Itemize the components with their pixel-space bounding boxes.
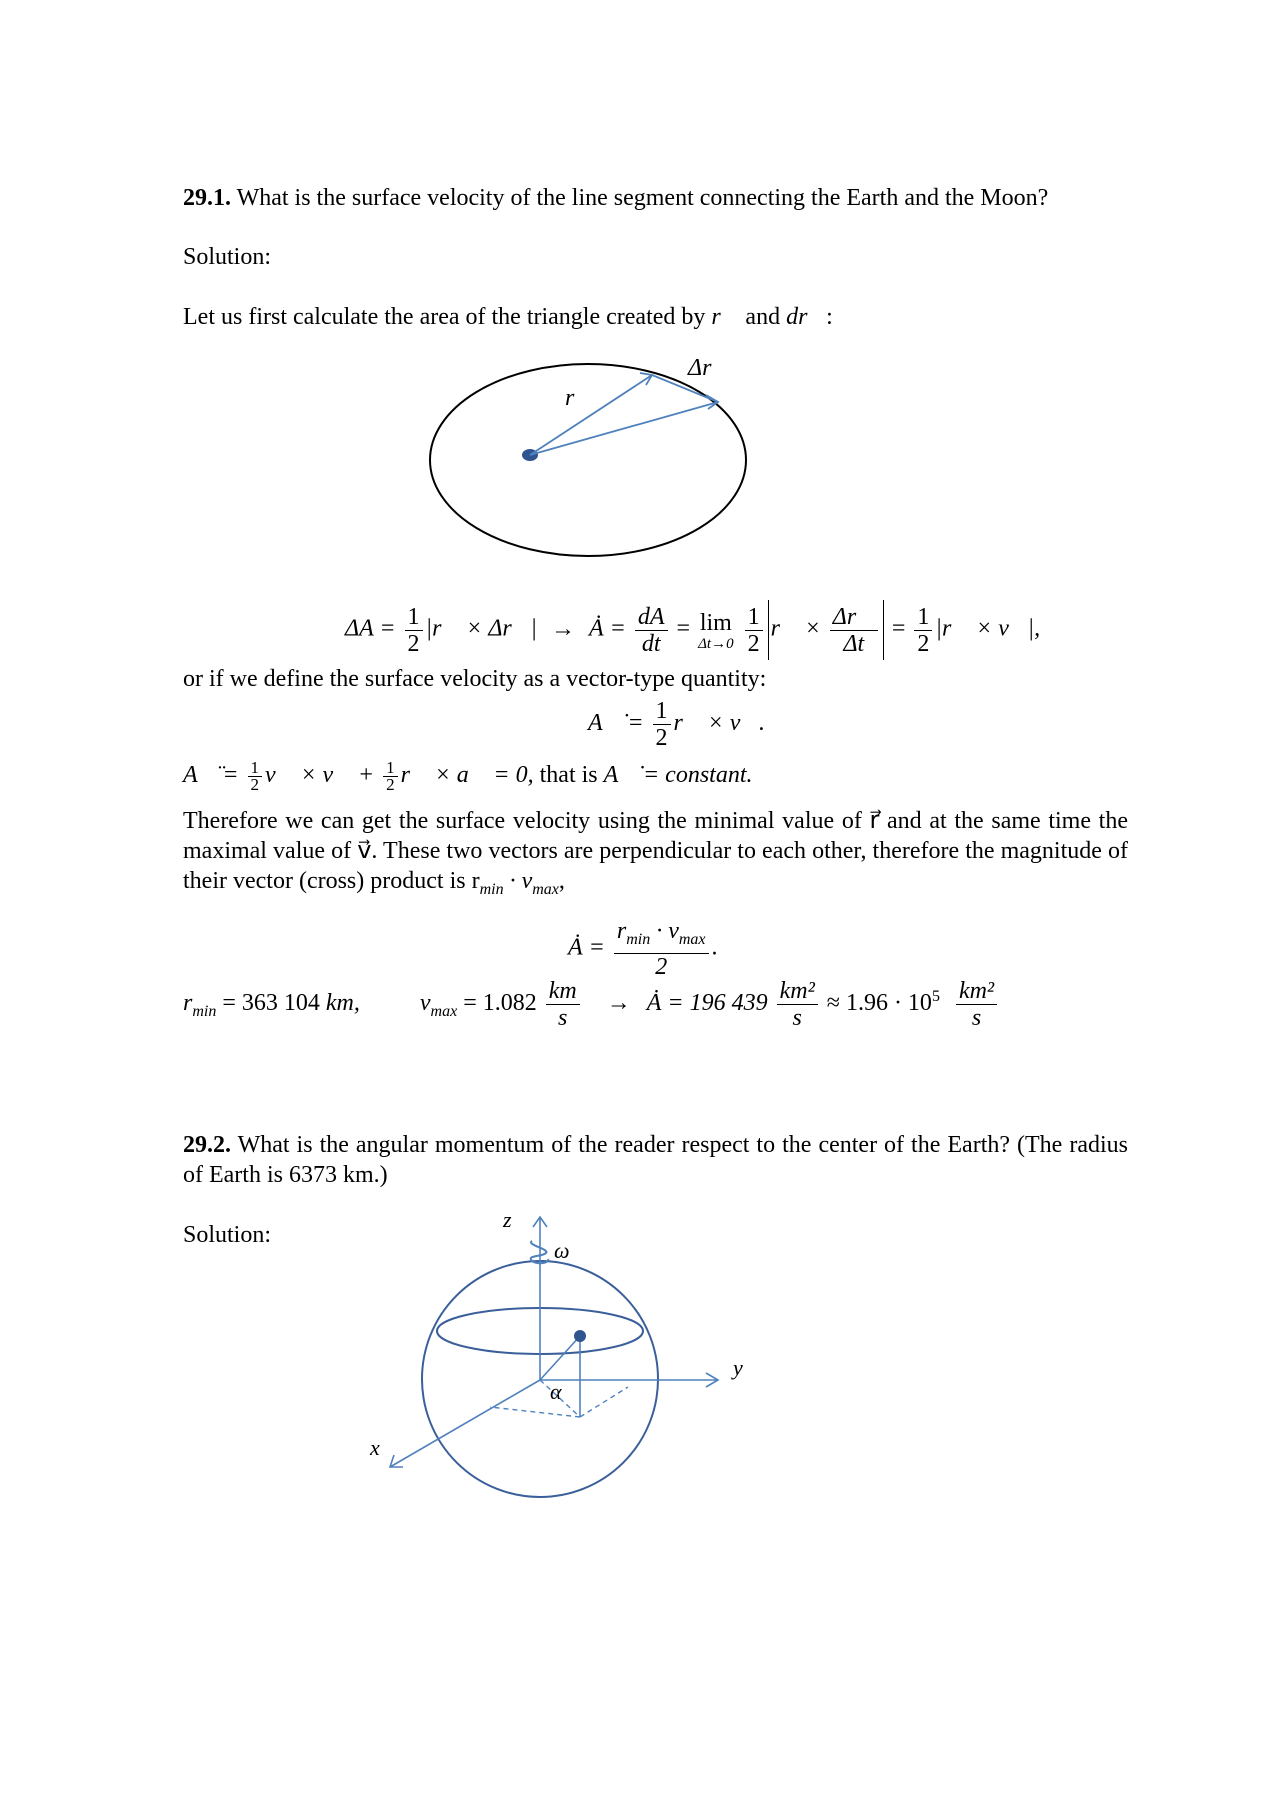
question-text: What is the angular momentum of the reader respect to the center of the Earth? (The radius of Earth is 6373 km.)	[183, 1132, 1128, 1188]
intro-line	[183, 302, 833, 332]
question-text: What is the surface velocity of the line segment connecting the Earth and the Moon?	[236, 185, 1049, 211]
therefore-paragraph: Therefore we can get the surface velocity using the minimal value of r⃗ and at the same time the maximal value of v⃗. These two vectors are perpendicular to each other, therefore the magnitude of their vector (cross) product is $r_{min} \cdot v_{max}$,	[183, 808, 1128, 898]
eq5-exponent: 5	[931, 988, 940, 1006]
eq5-a-dot-value: Ȧ = 196 439	[646, 990, 768, 1017]
solution-label-2: Solution:	[183, 1222, 272, 1248]
reader-point	[574, 1330, 586, 1342]
equation-3	[183, 760, 753, 793]
eq5-rmin-value: = 363 104	[216, 990, 326, 1017]
intro-and: and	[739, 304, 787, 330]
eq3-half-1: $\frac{1}{2}$	[248, 760, 263, 793]
eq1-abs-r-cross-v: |r⃗ × v⃗|,	[935, 615, 1041, 642]
problem-number: 29.1.	[183, 185, 231, 211]
eq3-term-2: r⃗ × a⃗ = 0,	[400, 762, 534, 789]
dashed-y-component	[580, 1387, 628, 1417]
problem-29-2-question	[183, 1130, 1128, 1190]
eq5-vmax: v	[419, 990, 431, 1017]
eq4-fraction: $\frac{r_{min} \cdot v_{max}}{2}$	[614, 918, 709, 980]
eq2-half: $\frac{1}{2}$	[653, 698, 671, 751]
eq1-half-1: $\frac{1}{2}$	[405, 604, 423, 657]
eq1-r-cross: r⃗ ×	[770, 615, 821, 642]
x-label: x	[370, 1435, 380, 1460]
eq2-lhs: A⃗̇ =	[588, 710, 644, 737]
equation-4: Ȧ = $\frac{r_{min} \cdot v_{max}}{2}$ .	[568, 918, 718, 980]
problem-29-1-question	[183, 183, 1048, 213]
eq1-half-2: $\frac{1}{2}$	[745, 604, 763, 657]
eq1-a-dot: Ȧ =	[589, 615, 626, 642]
eq5-vmax-value: = 1.082	[457, 990, 537, 1017]
eq5-rmin-unit: km,	[325, 990, 360, 1017]
eq3-that-is: that is	[533, 762, 604, 789]
eq3-rhs: A⃗̇ =	[603, 762, 666, 789]
earth-sphere-figure	[350, 1205, 750, 1505]
eq1-equals-2: =	[891, 615, 906, 642]
intro-colon: :	[826, 304, 833, 330]
orbit-ellipse-figure	[410, 345, 770, 565]
equation-1	[345, 600, 1040, 660]
intro-dr-vector: dr⃗	[786, 304, 827, 330]
radius-line	[540, 1336, 580, 1380]
equation-5: $r_{min} = 363$ 104 km, $v_{max} = 1.082$ $\frac{km}{s}$ → Ȧ = 196 439 $\frac{\text{km²}}{s}$ ≈ $1.96 \cdot 10^5$ $\frac{\text{km²}}{s}$	[183, 978, 1000, 1031]
solution-label: Solution:	[183, 244, 272, 270]
delta-r-label: Δr⃗	[688, 355, 731, 381]
z-label: z	[503, 1207, 512, 1232]
dashed-x-component	[490, 1407, 580, 1417]
problem-number: 29.2.	[183, 1132, 231, 1158]
eq3-lhs: A⃗̈ =	[183, 762, 239, 789]
eq1-abs-bar-right	[883, 600, 884, 660]
eq1-half-3: $\frac{1}{2}$	[914, 604, 932, 657]
omega-label: ω	[554, 1238, 570, 1263]
eq1-arrow: →	[551, 615, 576, 642]
equation-2	[588, 698, 765, 751]
r2-vector-line	[530, 402, 718, 455]
r-vector-label: r⃗	[565, 385, 594, 411]
eq2-rhs: r⃗ × v⃗.	[673, 710, 766, 737]
x-axis	[390, 1380, 540, 1467]
eq1-da-dt: $\frac{dA}{dt}$	[635, 604, 668, 657]
eq5-km-per-s: $\frac{km}{s}$	[546, 978, 580, 1031]
eq1-limit: lim Δt→0	[698, 609, 734, 652]
eq1-abs-bar-left	[768, 600, 769, 660]
alpha-label: α	[550, 1379, 562, 1404]
eq1-abs-cross: |r⃗ × Δr⃗|	[425, 615, 538, 642]
eq5-km2-per-s-2: $\frac{\text{km²}}{s}$	[956, 978, 997, 1031]
eq5-km2-per-s: $\frac{\text{km²}}{s}$	[777, 978, 818, 1031]
eq5-arrow: →	[606, 990, 631, 1017]
eq1-equals: =	[676, 615, 691, 642]
therefore-text: Therefore we can get the surface velocity using the minimal value of r⃗ and at the same time the maximal value of v⃗. These two vectors are perpendicular to each other, therefore the magnitude of their vector (cross) product is r	[183, 808, 1128, 894]
eq4-lhs: Ȧ =	[568, 934, 605, 961]
eq3-term-1: v⃗ × v⃗ +	[265, 762, 375, 789]
y-label: y	[733, 1355, 743, 1380]
eq3-half-2: $\frac{1}{2}$	[383, 760, 398, 793]
intro-r-vector: r⃗	[711, 304, 740, 330]
or-text: or if we define the surface velocity as a vector-type quantity:	[183, 666, 767, 692]
eq5-approx: ≈ 1.96 · 10	[826, 990, 932, 1017]
eq1-delta-a: ΔA =	[345, 615, 396, 642]
eq1-dr-dt: $\frac{\Delta r⃗}{\Delta t}$	[830, 604, 878, 657]
eq3-constant: constant.	[665, 762, 753, 789]
intro-text: Let us first calculate the area of the triangle created by	[183, 304, 712, 330]
eq5-rmin: r	[183, 990, 193, 1017]
